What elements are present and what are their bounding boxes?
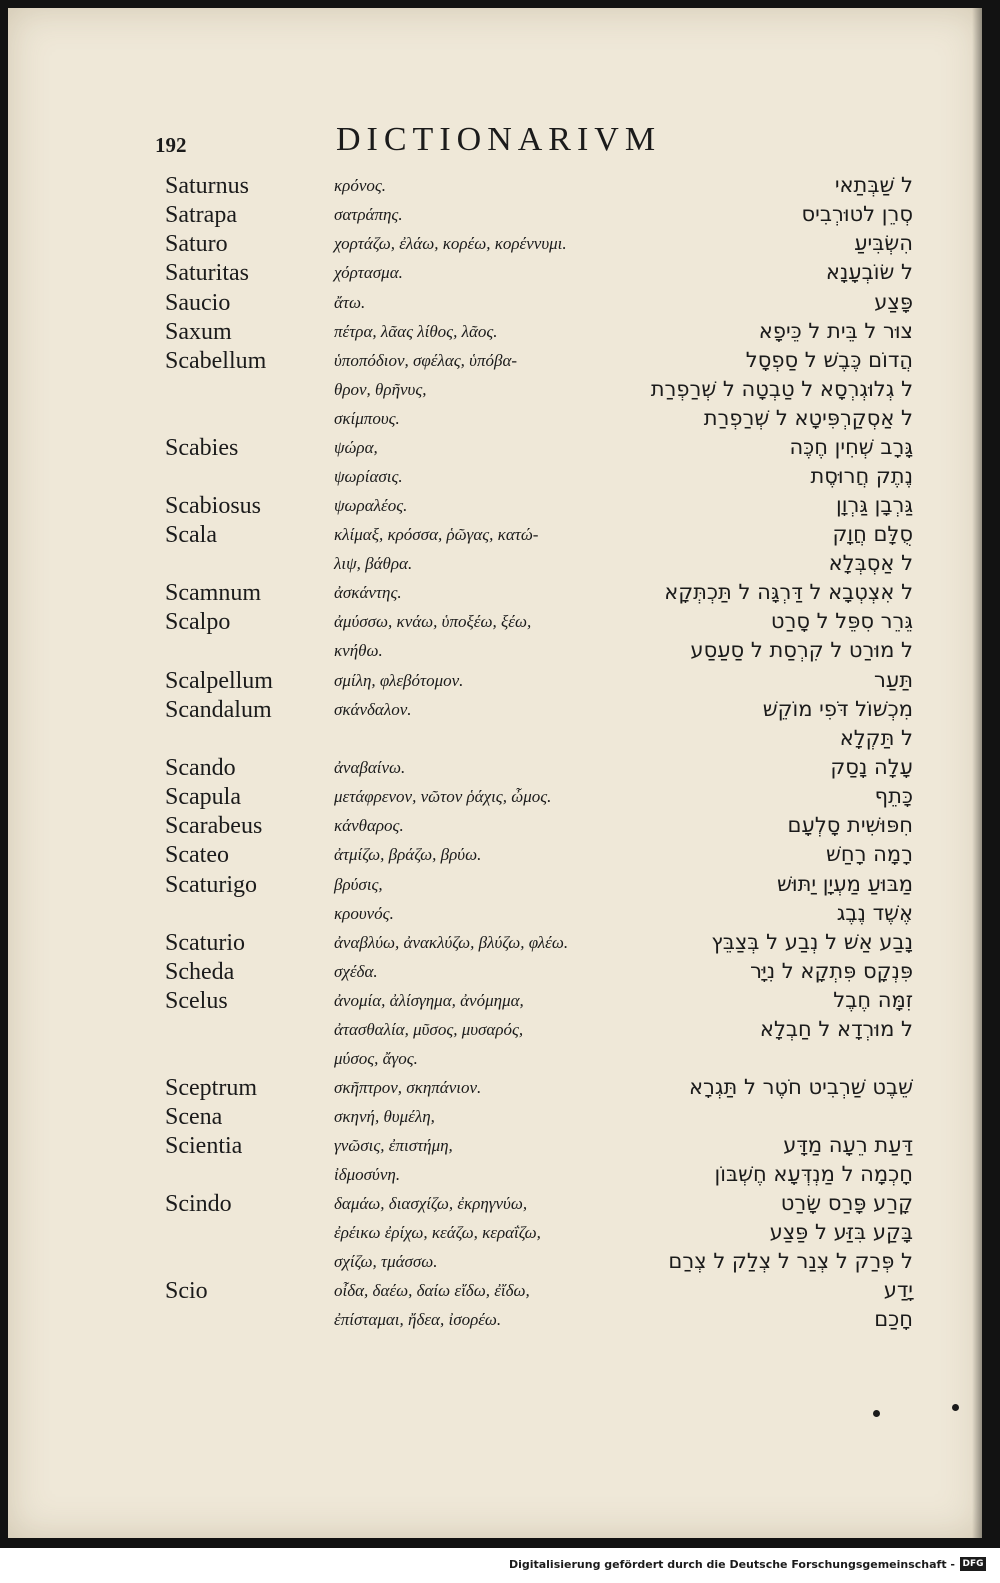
running-head: DICTIONARIVM (336, 121, 662, 158)
latin-headword: Saxum (165, 319, 232, 345)
latin-headword: Scapula (165, 784, 241, 810)
hebrew-equivalent: פִּנְקָס פִּתְקָא ל נִיָּר (750, 959, 913, 983)
latin-headword: Scabellum (165, 348, 267, 374)
greek-equivalent: σκίμπους. (334, 409, 400, 428)
hebrew-equivalent: יָדַע (883, 1278, 913, 1302)
hebrew-equivalent: ל תַּקְלָא (839, 726, 913, 750)
funding-credit: Digitalisierung gefördert durch die Deutsche Forschungsgemeinschaft - (508, 1558, 955, 1571)
greek-equivalent: θρον, θρῆνυς, (334, 380, 427, 399)
dictionary-entry (0, 872, 1000, 901)
print-mark (873, 1410, 880, 1417)
latin-headword: Satrapa (165, 202, 237, 228)
dictionary-entry (0, 1249, 1000, 1278)
latin-headword: Scando (165, 755, 236, 781)
latin-headword: Scateo (165, 842, 229, 868)
greek-equivalent: κρουνός. (334, 904, 394, 923)
greek-equivalent: ἀτμίζω, βράζω, βρύω. (334, 845, 482, 864)
dictionary-entry (0, 260, 1000, 289)
hebrew-equivalent: ל אִצְטְבָא ל דַּרְגָּה ל תַּכְתְּקָא (664, 580, 913, 604)
greek-equivalent: μετάφρενον, νῶτον ῥάχις, ὦμος. (334, 787, 552, 806)
hebrew-equivalent: ל שׂוֹבְעָנָא (825, 260, 913, 284)
greek-equivalent: μύσος, ἄγος. (334, 1049, 418, 1068)
latin-headword: Scamnum (165, 580, 261, 606)
hebrew-equivalent: דַּעַת רֵעָה מַדָּע (783, 1133, 913, 1157)
greek-equivalent: ψωρίασις. (334, 467, 403, 486)
greek-equivalent: χορτάζω, ἐλάω, κορέω, κορέννυμι. (334, 234, 567, 253)
greek-equivalent: κνήθω. (334, 641, 383, 660)
page-number: 192 (155, 133, 187, 157)
dictionary-entry (0, 901, 1000, 930)
dictionary-entry (0, 464, 1000, 493)
hebrew-equivalent: תַּעַר (873, 668, 913, 692)
hebrew-equivalent: ל מוּרַט ל קִרְסַת ל סַעַסַע (690, 638, 913, 662)
greek-equivalent: σκάνδαλον. (334, 700, 412, 719)
dictionary-entry (0, 493, 1000, 522)
dictionary-entry (0, 1307, 1000, 1336)
greek-equivalent: σχίζω, τμάσσω. (334, 1252, 438, 1271)
dictionary-entry (0, 348, 1000, 377)
dictionary-entry (0, 377, 1000, 406)
latin-headword: Saturnus (165, 173, 249, 199)
dictionary-entry (0, 609, 1000, 638)
greek-equivalent: λιψ, βάθρα. (334, 554, 413, 573)
greek-equivalent: σμίλη, φλεβότομον. (334, 671, 464, 690)
hebrew-equivalent: מַבּוּעַ מַעְיָן יַתּוּשׁ (777, 872, 913, 896)
greek-equivalent: σκηνή, θυμέλη, (334, 1107, 435, 1126)
dictionary-entry (0, 813, 1000, 842)
greek-equivalent: δαμάω, διασχίζω, ἐκρηγνύω, (334, 1194, 528, 1213)
greek-equivalent: σκῆπτρον, σκηπάνιον. (334, 1078, 482, 1097)
hebrew-equivalent: כָּתֵף (874, 784, 913, 808)
hebrew-equivalent: ל שַׁבְּתַאי (834, 173, 913, 197)
hebrew-equivalent: עָלָה נָסַק (830, 755, 913, 779)
hebrew-equivalent: חִפּוּשִׁית סָלְעָם (787, 813, 913, 837)
hebrew-equivalent: צוּר ל בֵּית ל כֵּיפָא (758, 319, 913, 343)
dictionary-entry (0, 231, 1000, 260)
hebrew-equivalent: רָמָה רָחַשׁ (826, 842, 913, 866)
hebrew-equivalent: גָּרָב שְׁחִין חֶכֶּה (789, 435, 913, 459)
dictionary-entry (0, 406, 1000, 435)
latin-headword: Scaturigo (165, 872, 257, 898)
latin-headword: Scio (165, 1278, 208, 1304)
greek-equivalent: ἀναβαίνω. (334, 758, 406, 777)
hebrew-equivalent: בָּקַע בִּזַּע ל פַּצַע (769, 1220, 913, 1244)
greek-equivalent: ψώρα, (334, 438, 378, 457)
greek-equivalent: ἐπίσταμαι, ἤδεα, ἰσορέω. (334, 1310, 502, 1329)
dictionary-entry (0, 726, 1000, 755)
dictionary-entry (0, 1162, 1000, 1191)
greek-equivalent: ἐρέικω ἐρίχω, κεάζω, κεραΐζω, (334, 1223, 541, 1242)
dictionary-entry (0, 959, 1000, 988)
latin-headword: Scabiosus (165, 493, 261, 519)
dictionary-entry (0, 1075, 1000, 1104)
hebrew-equivalent: ל גְלוּגְרְסָא ל טַבְטָה ל שְׁרַפְרַת (650, 377, 913, 401)
greek-equivalent: πέτρα, λᾶας λίθος, λᾶος. (334, 322, 498, 341)
greek-equivalent: ἄτω. (334, 293, 366, 312)
hebrew-equivalent: הֲדוֹם כֶּבֶשׁ ל סַפְסָל (745, 348, 913, 372)
greek-equivalent: χόρτασμα. (334, 263, 403, 282)
dictionary-entry (0, 668, 1000, 697)
latin-headword: Saturitas (165, 260, 249, 286)
greek-equivalent: ἰδμοσύνη. (334, 1165, 401, 1184)
dictionary-entry (0, 842, 1000, 871)
latin-headword: Scena (165, 1104, 223, 1130)
latin-headword: Scabies (165, 435, 239, 461)
dictionary-entry (0, 580, 1000, 609)
greek-equivalent: ἀσκάντης. (334, 583, 402, 602)
greek-equivalent: ἀναβλύω, ἀνακλύζω, βλύζω, φλέω. (334, 933, 569, 952)
dictionary-entry (0, 930, 1000, 959)
latin-headword: Scelus (165, 988, 228, 1014)
hebrew-equivalent: גֵּרֵר סִפֵּל ל סָרַט (770, 609, 913, 633)
greek-equivalent: σχέδα. (334, 962, 378, 981)
latin-headword: Scarabeus (165, 813, 263, 839)
hebrew-equivalent: נֶתֶק חֲרוּסֶת (810, 464, 913, 488)
hebrew-equivalent: סֻלָּם חֲוָק (832, 522, 913, 546)
dfg-logo: DFG (960, 1557, 986, 1571)
hebrew-equivalent: ל מוּרְדָא ל חַבְלָא (759, 1017, 913, 1041)
latin-headword: Scindo (165, 1191, 232, 1217)
latin-headword: Scala (165, 522, 217, 548)
latin-headword: Scheda (165, 959, 235, 985)
greek-equivalent: ἀτασθαλία, μῦσος, μυσαρός, (334, 1020, 524, 1039)
dictionary-entry (0, 1017, 1000, 1046)
greek-equivalent: ψωραλέος. (334, 496, 408, 515)
dictionary-entry (0, 290, 1000, 319)
dictionary-entry (0, 173, 1000, 202)
latin-headword: Scaturio (165, 930, 245, 956)
dictionary-entry (0, 1191, 1000, 1220)
hebrew-equivalent: קָרַע פָּרַס שָׂרַט (780, 1191, 913, 1215)
hebrew-equivalent: נָבַע אַשׁ ל נְבַע ל בְּצַבֵּץ (711, 930, 913, 954)
hebrew-equivalent: גַּרְבָן גַּרְוָן (836, 493, 913, 517)
greek-equivalent: οἶδα, δαέω, δαίω εἴδω, ἐἴδω, (334, 1281, 530, 1300)
greek-equivalent: κρόνος. (334, 176, 387, 195)
dictionary-entry (0, 319, 1000, 348)
latin-headword: Saucio (165, 290, 231, 316)
dictionary-entry (0, 1133, 1000, 1162)
hebrew-equivalent: אֶשֶׁד נֶבֶג (836, 901, 913, 925)
hebrew-equivalent: ל אַסְבְּלָא (828, 551, 913, 575)
dictionary-entry (0, 697, 1000, 726)
hebrew-equivalent: פָּצַע (874, 290, 913, 314)
dictionary-entry (0, 1046, 1000, 1075)
greek-equivalent: σατράπης. (334, 205, 403, 224)
latin-headword: Saturo (165, 231, 228, 257)
hebrew-equivalent: חָכַם (874, 1307, 913, 1331)
hebrew-equivalent: זִמָּה חֶבֶל (833, 988, 913, 1012)
footer-bar (0, 1548, 1000, 1583)
greek-equivalent: γνῶσις, ἐπιστήμη, (334, 1136, 453, 1155)
dictionary-entry (0, 755, 1000, 784)
dictionary-entry (0, 784, 1000, 813)
dictionary-entry (0, 522, 1000, 551)
hebrew-equivalent: ל אַסְקַרְפִּיטָא ל שְׁרַפְרַת (703, 406, 913, 430)
latin-headword: Scientia (165, 1133, 243, 1159)
hebrew-equivalent: שֵׁבֶט שַׁרְבִיט חֹטֶר ל תַּגְרָא (689, 1075, 913, 1099)
latin-headword: Scalpo (165, 609, 231, 635)
dictionary-entry (0, 551, 1000, 580)
greek-equivalent: βρύσις, (334, 875, 383, 894)
dictionary-entry (0, 638, 1000, 667)
latin-headword: Scalpellum (165, 668, 273, 694)
hebrew-equivalent: הִשְׂבִּיעַ (854, 231, 913, 255)
latin-headword: Scandalum (165, 697, 272, 723)
greek-equivalent: ὑποπόδιον, σφέλας, ὑπόβα- (334, 351, 518, 370)
latin-headword: Sceptrum (165, 1075, 257, 1101)
greek-equivalent: ἀμύσσω, κνάω, ὑποξέω, ξέω, (334, 612, 532, 631)
dictionary-entry (0, 1278, 1000, 1307)
hebrew-equivalent: חָכְמָה ל מַנְדְּעָא חֶשְׁבּוֹן (714, 1162, 913, 1186)
hebrew-equivalent: מִכְשׁוֹל דֹּפִי מוֹקֵשׁ (762, 697, 913, 721)
greek-equivalent: κλίμαξ, κρόσσα, ῥῶγας, κατώ- (334, 525, 539, 544)
greek-equivalent: ἀνομία, ἀλίσγημα, ἀνόμημα, (334, 991, 524, 1010)
dictionary-entry (0, 988, 1000, 1017)
print-mark (952, 1404, 959, 1411)
dictionary-entry (0, 435, 1000, 464)
dictionary-entry (0, 202, 1000, 231)
dictionary-entry (0, 1220, 1000, 1249)
hebrew-equivalent: ל פְּרַק ל צְנַר ל צְלַק ל צְרַם (668, 1249, 913, 1273)
greek-equivalent: κάνθαρος. (334, 816, 404, 835)
dictionary-entry (0, 1104, 1000, 1133)
hebrew-equivalent: סְרֵן לטוּרְבִיס (801, 202, 913, 226)
